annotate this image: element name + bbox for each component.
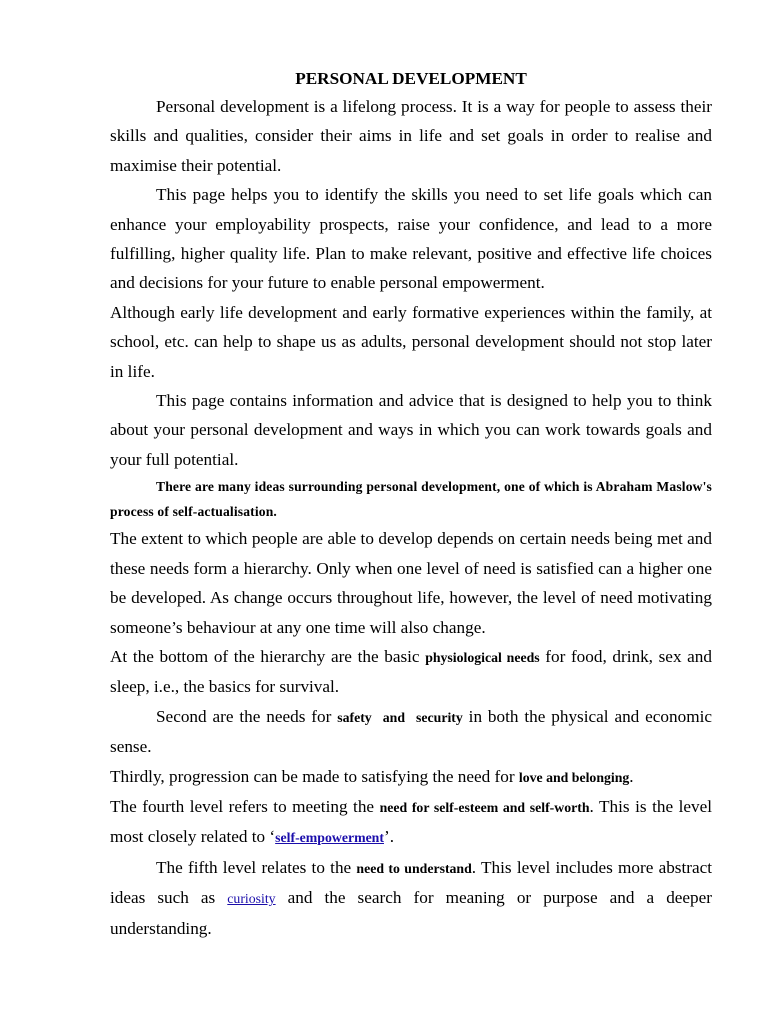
text-segment: . <box>629 766 634 786</box>
paragraph-self-esteem <box>110 792 712 853</box>
curiosity-link[interactable]: curiosity <box>227 891 276 907</box>
paragraph-understand <box>110 853 712 943</box>
paragraph-early-development: Although early life development and early formative experiences within the family, at school, etc. can help to shape us as adults, personal development should not stop later in life. <box>110 302 712 381</box>
text-segment: in both the physical and economic sense. <box>110 706 712 757</box>
paragraph-safety <box>110 702 712 762</box>
emphasis-safety-security: safety and security <box>337 709 463 725</box>
text-segment: Thirdly, progression can be made to satisfying the need for <box>110 766 519 786</box>
text-segment: Second are the needs for <box>156 706 338 726</box>
paragraph-physiological <box>110 642 712 702</box>
paragraph-intro: Personal development is a lifelong process. It is a way for people to assess their skills and qualities, consider their aims in life and set goals in order to realise and maximise their potential. <box>110 97 712 175</box>
text-segment: . This is the level most closely related to ‘ <box>110 796 712 847</box>
text-segment: At the bottom of the hierarchy are the basic <box>110 646 426 666</box>
emphasis-physiological-needs: physiological needs <box>425 649 540 665</box>
document-page <box>110 66 712 943</box>
text-segment: and the search for meaning or purpose and a deeper understanding. <box>110 888 713 938</box>
self-empowerment-link[interactable]: self-empowerment <box>275 830 384 846</box>
text-segment: . This level includes more abstract ideas such as <box>110 857 713 908</box>
text-segment: The fourth level refers to meeting the <box>110 796 380 816</box>
page-title: PERSONAL DEVELOPMENT <box>295 69 527 88</box>
emphasis-need-to-understand: need to understand <box>356 860 472 876</box>
paragraph-information: This page contains information and advice that is designed to help you to think about your personal development and ways in which you can work towards goals and your full potential. <box>110 391 712 469</box>
paragraph-hierarchy: The extent to which people are able to develop depends on certain needs being met and these needs form a hierarchy. Only when one level of need is satisfied can a higher one be developed. As change occurs throughout life, however, the level of need motivating someone’s behaviour at any one time will also change. <box>110 529 712 637</box>
emphasis-love-belonging: love and belonging <box>518 769 630 785</box>
text-segment: The fifth level relates to the <box>156 857 357 877</box>
paragraph-love-belonging <box>110 762 712 792</box>
text-segment: ’. <box>383 827 394 847</box>
emphasis-self-esteem: need for self-esteem and self-worth <box>379 799 590 815</box>
paragraph-page-purpose: This page helps you to identify the skills you need to set life goals which can enhance your employability prospects, raise your confidence, and lead to a more fulfilling, higher quality life. Plan to make relevant, positive and effective life choices and decisions for your future to enable personal empowerment. <box>110 185 712 293</box>
paragraph-maslow-intro: There are many ideas surrounding personal development, one of which is Abraham Maslow's process of self-actualisation. <box>110 479 712 520</box>
text-segment: for food, drink, sex and sleep, i.e., the basics for survival. <box>110 646 712 697</box>
